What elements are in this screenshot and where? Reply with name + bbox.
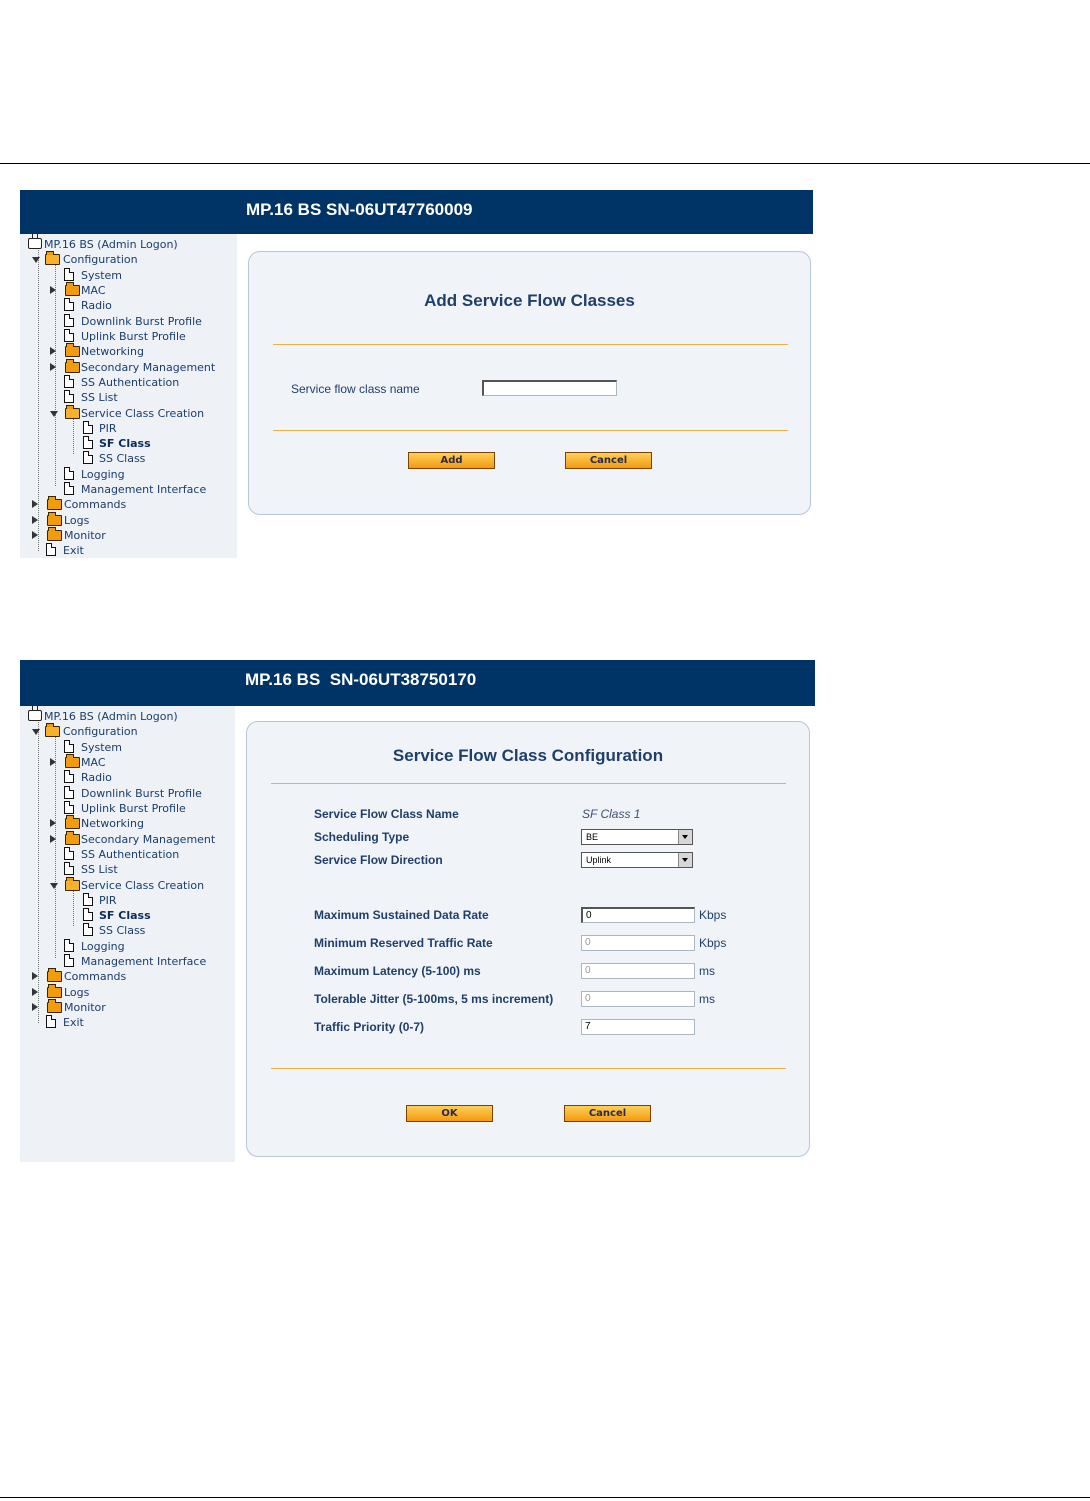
document-icon: [64, 801, 74, 814]
tree-connector: [38, 715, 39, 1023]
sf-class-configuration-screen: [20, 660, 815, 1160]
min-reserved-rate-label: Minimum Reserved Traffic Rate: [314, 936, 493, 950]
folder-icon: [47, 987, 62, 998]
document-icon: [83, 923, 93, 936]
document-icon: [46, 1015, 56, 1028]
document-icon: [64, 786, 74, 799]
document-icon: [64, 939, 74, 952]
expand-arrow-icon[interactable]: [32, 531, 38, 539]
document-icon: [64, 314, 74, 327]
cancel-button[interactable]: Cancel: [565, 452, 652, 469]
folder-open-icon: [45, 254, 60, 265]
panel-title: Add Service Flow Classes: [424, 291, 635, 310]
sf-class-name-value: SF Class 1: [582, 807, 641, 821]
max-sustained-rate-unit: Kbps: [699, 908, 727, 922]
scheduling-type-label: Scheduling Type: [314, 830, 410, 844]
document-icon: [83, 908, 93, 921]
tolerable-jitter-unit: ms: [699, 992, 715, 1006]
folder-icon: [47, 971, 62, 982]
expand-arrow-icon[interactable]: [32, 500, 38, 508]
direction-selected: Uplink: [586, 855, 612, 865]
folder-icon: [47, 515, 62, 526]
nav-tree: MP.16 BS (Admin Logon) Configuration System MAC Radio Downlink Burst Profile Uplink Burst Profile Networking Secondary Management SS Authentication SS List Service Class Creation PIR SF Class SS Class Logging Management Interface Commands Logs Monitor Exit: [20, 234, 237, 558]
divider: [271, 1068, 786, 1069]
expand-arrow-icon[interactable]: [50, 411, 58, 417]
sf-class-name-label: Service flow class name: [291, 382, 420, 396]
tolerable-jitter-label: Tolerable Jitter (5-100ms, 5 ms increment): [314, 992, 554, 1006]
max-latency-unit: ms: [699, 964, 715, 978]
folder-icon: [47, 530, 62, 541]
banner-title: MP.16 BS SN-06UT38750170: [245, 670, 477, 689]
expand-arrow-icon[interactable]: [32, 1003, 38, 1011]
max-sustained-rate-input[interactable]: 0: [581, 907, 695, 923]
expand-arrow-icon[interactable]: [50, 758, 56, 766]
document-icon: [64, 390, 74, 403]
app-banner: [20, 660, 815, 706]
cancel-button[interactable]: Cancel: [564, 1105, 651, 1122]
document-icon: [83, 451, 93, 464]
document-icon: [64, 770, 74, 783]
panel-title: Service Flow Class Configuration: [392, 746, 664, 765]
document-icon: [64, 862, 74, 875]
expand-arrow-icon[interactable]: [50, 363, 56, 371]
add-sf-class-panel: [248, 251, 811, 515]
document-icon: [64, 740, 74, 753]
document-icon: [64, 847, 74, 860]
folder-icon: [65, 362, 80, 373]
divider: [271, 783, 786, 784]
max-sustained-rate-label: Maximum Sustained Data Rate: [314, 908, 489, 922]
traffic-priority-label: Traffic Priority (0-7): [314, 1020, 425, 1034]
divider: [273, 344, 788, 345]
scheduling-type-selected: BE: [586, 832, 599, 842]
folder-open-icon: [65, 408, 80, 419]
min-reserved-rate-input[interactable]: 0: [581, 935, 695, 951]
tree-connector: [38, 243, 39, 551]
chevron-down-icon[interactable]: [678, 830, 692, 844]
expand-arrow-icon[interactable]: [50, 883, 58, 889]
document-icon: [64, 375, 74, 388]
direction-label: Service Flow Direction: [314, 853, 443, 867]
document-icon: [64, 268, 74, 281]
document-icon: [64, 467, 74, 480]
expand-arrow-icon[interactable]: [32, 257, 40, 263]
document-icon: [46, 543, 56, 556]
add-service-flow-screen: [20, 190, 813, 558]
folder-icon: [47, 499, 62, 510]
min-reserved-rate-unit: Kbps: [699, 936, 727, 950]
max-latency-input[interactable]: 0: [581, 963, 695, 979]
nav-tree: MP.16 BS (Admin Logon) Configuration System MAC Radio Downlink Burst Profile Uplink Burst Profile Networking Secondary Management SS Authentication SS List Service Class Creation PIR SF Class SS Class Logging Management Interface Commands Logs Monitor Exit: [20, 706, 235, 1162]
expand-arrow-icon[interactable]: [50, 286, 56, 294]
sf-class-name-label: Service Flow Class Name: [314, 807, 459, 821]
banner-title: MP.16 BS SN-06UT47760009: [246, 200, 473, 219]
folder-icon: [65, 285, 80, 296]
page-bottom-rule: [0, 1497, 1090, 1498]
expand-arrow-icon[interactable]: [32, 516, 38, 524]
folder-icon: [65, 757, 80, 768]
divider: [273, 430, 788, 431]
expand-arrow-icon[interactable]: [32, 988, 38, 996]
page-top-rule: [0, 163, 1090, 164]
expand-arrow-icon[interactable]: [50, 835, 56, 843]
folder-open-icon: [65, 880, 80, 891]
document-icon: [64, 954, 74, 967]
folder-icon: [65, 834, 80, 845]
sf-class-config-panel: [246, 721, 810, 1157]
expand-arrow-icon[interactable]: [50, 347, 56, 355]
folder-icon: [65, 346, 80, 357]
document-icon: [64, 482, 74, 495]
max-latency-label: Maximum Latency (5-100) ms: [314, 964, 481, 978]
document-icon: [83, 436, 93, 449]
document-icon: [83, 893, 93, 906]
traffic-priority-input[interactable]: 7: [581, 1019, 695, 1035]
expand-arrow-icon[interactable]: [32, 729, 40, 735]
expand-arrow-icon[interactable]: [50, 819, 56, 827]
expand-arrow-icon[interactable]: [32, 972, 38, 980]
folder-open-icon: [45, 726, 60, 737]
network-device-icon: [28, 710, 42, 721]
ok-button[interactable]: OK: [406, 1105, 493, 1122]
folder-icon: [47, 1002, 62, 1013]
add-button[interactable]: Add: [408, 452, 495, 469]
tolerable-jitter-input[interactable]: 0: [581, 991, 695, 1007]
app-banner: [20, 190, 813, 234]
sf-class-name-input[interactable]: [482, 380, 617, 396]
network-device-icon: [28, 238, 42, 249]
folder-icon: [65, 818, 80, 829]
scheduling-type-select[interactable]: [581, 829, 693, 845]
direction-select[interactable]: [581, 852, 693, 868]
chevron-down-icon[interactable]: [678, 853, 692, 867]
document-icon: [64, 298, 74, 311]
document-icon: [64, 329, 74, 342]
document-icon: [83, 421, 93, 434]
